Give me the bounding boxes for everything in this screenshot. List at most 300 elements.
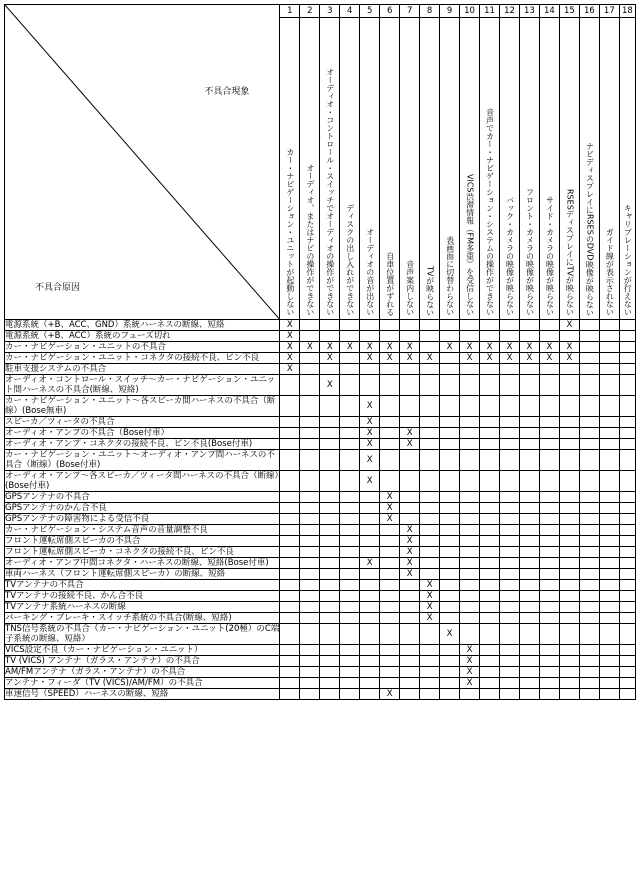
mark-cell [280,613,300,624]
mark-cell [400,602,420,613]
mark-cell [539,342,559,353]
mark-cell [400,580,420,591]
mark-cell [300,678,320,689]
mark-cell [599,428,619,439]
mark-cell [480,450,500,471]
mark-cell [280,569,300,580]
mark-cell [300,428,320,439]
symptom-number-row [5,5,636,18]
symptom-header [519,18,539,320]
mark-cell [340,678,360,689]
mark-cell [400,364,420,375]
mark-cell [619,450,635,471]
cause-row [5,342,636,353]
mark-x: X [286,320,293,330]
mark-cell [420,417,440,428]
mark-cell [420,375,440,396]
symptom-label: VICS渋滞情報（FM多重）を受信しない [465,174,475,316]
mark-cell [539,547,559,558]
mark-x: X [306,342,313,352]
mark-cell [559,417,579,428]
mark-cell [619,353,635,364]
mark-cell [619,514,635,525]
mark-cell [500,591,520,602]
mark-cell [619,320,635,331]
mark-cell [539,492,559,503]
mark-cell [500,645,520,656]
mark-cell [320,569,340,580]
mark-cell [500,417,520,428]
mark-x: X [546,353,553,363]
mark-cell [380,492,400,503]
mark-cell [300,547,320,558]
mark-cell [559,375,579,396]
cause-row [5,558,636,569]
mark-cell [360,547,380,558]
mark-cell [460,602,480,613]
mark-cell [320,624,340,645]
mark-cell [539,396,559,417]
mark-cell [280,342,300,353]
mark-cell [539,580,559,591]
mark-cell [420,678,440,689]
mark-cell [480,492,500,503]
symptom-label: キャリブレーションが行えない [623,204,633,316]
symptom-number: 15 [559,5,579,18]
mark-cell [380,689,400,700]
mark-cell [300,591,320,602]
mark-cell [500,613,520,624]
cause-row [5,656,636,667]
mark-cell [320,580,340,591]
mark-cell [400,525,420,536]
mark-cell [619,417,635,428]
cause-label: 車両ハーネス（フロント運転席側スピーカ）の断線、短絡 [5,569,280,580]
symptom-header [559,18,579,320]
corner-header [5,5,280,320]
mark-cell [539,656,559,667]
mark-cell [579,678,599,689]
mark-cell [380,439,400,450]
symptom-number: 17 [599,5,619,18]
symptom-number: 9 [440,5,460,18]
mark-cell [320,396,340,417]
cause-row [5,591,636,602]
mark-x: X [366,558,373,568]
mark-cell [519,624,539,645]
mark-cell [599,580,619,591]
mark-cell [300,536,320,547]
symptom-number: 16 [579,5,599,18]
mark-cell [340,656,360,667]
mark-cell [420,558,440,569]
mark-x: X [406,353,413,363]
mark-cell [480,514,500,525]
mark-cell [400,428,420,439]
mark-cell [480,320,500,331]
cause-label: 電源系統（+B、ACC）系統のフューズ切れ [5,331,280,342]
mark-cell [280,591,300,602]
mark-cell [539,471,559,492]
mark-cell [599,364,619,375]
mark-cell [579,353,599,364]
mark-x: X [466,342,473,352]
mark-cell [340,536,360,547]
mark-cell [619,396,635,417]
mark-cell [519,689,539,700]
mark-cell [579,602,599,613]
mark-cell [420,331,440,342]
mark-cell [420,353,440,364]
mark-cell [360,580,380,591]
mark-cell [400,439,420,450]
mark-cell [619,656,635,667]
mark-cell [340,503,360,514]
mark-cell [539,514,559,525]
mark-cell [300,342,320,353]
mark-cell [280,428,300,439]
mark-cell [300,492,320,503]
mark-cell [320,656,340,667]
cause-label: TVアンテナ系統ハーネスの断線 [5,602,280,613]
mark-cell [579,492,599,503]
cause-label: オーディオ・アンプ・コネクタの接続不良、ピン不良(Bose付車) [5,439,280,450]
mark-cell [400,417,420,428]
mark-cell [320,450,340,471]
mark-cell [420,320,440,331]
mark-cell [619,678,635,689]
mark-cell [360,591,380,602]
cause-label: カー・ナビゲーション・ユニット〜各スピーカ間ハーネスの不具合（断線）(Bose無車) [5,396,280,417]
mark-x: X [526,353,533,363]
mark-cell [440,396,460,417]
mark-x: X [286,331,293,341]
mark-cell [579,667,599,678]
mark-cell [519,375,539,396]
mark-cell [460,591,480,602]
mark-cell [480,471,500,492]
mark-cell [300,645,320,656]
mark-cell [340,613,360,624]
mark-cell [440,320,460,331]
mark-cell [320,613,340,624]
symptom-number: 11 [480,5,500,18]
mark-cell [599,320,619,331]
mark-cell [619,613,635,624]
mark-cell [400,624,420,645]
mark-cell [320,471,340,492]
cause-label: GPSアンテナのかん合不良 [5,503,280,514]
mark-x: X [426,580,433,590]
mark-cell [460,492,480,503]
mark-cell [360,624,380,645]
cause-label: TVアンテナの接続不良、かん合不良 [5,591,280,602]
mark-cell [360,428,380,439]
mark-x: X [366,455,373,465]
mark-cell [519,558,539,569]
mark-cell [619,569,635,580]
mark-x: X [366,439,373,449]
symptom-number: 12 [500,5,520,18]
mark-cell [280,624,300,645]
symptom-number: 18 [619,5,635,18]
cause-row [5,503,636,514]
mark-x: X [386,514,393,524]
mark-cell [340,450,360,471]
mark-cell [599,342,619,353]
mark-cell [539,525,559,536]
mark-cell [380,558,400,569]
mark-cell [599,591,619,602]
mark-cell [300,364,320,375]
mark-cell [519,602,539,613]
mark-cell [280,471,300,492]
mark-cell [599,536,619,547]
mark-cell [480,375,500,396]
mark-cell [380,471,400,492]
symptom-label: オーディオの音が出ない [365,228,375,316]
symptom-header [280,18,300,320]
mark-cell [280,396,300,417]
symptom-number: 1 [280,5,300,18]
mark-cell [579,396,599,417]
mark-cell [500,331,520,342]
mark-cell [480,525,500,536]
mark-cell [280,503,300,514]
mark-cell [500,471,520,492]
symptom-header [480,18,500,320]
cause-label: カー・ナビゲーション・ユニット・コネクタの接続不良、ピン不良 [5,353,280,364]
cause-label: カー・ナビゲーション・ユニット〜オーディオ・アンプ間ハーネスの不具合（断線）(Bose付車) [5,450,280,471]
mark-cell [579,450,599,471]
mark-cell [539,417,559,428]
cause-row [5,514,636,525]
mark-cell [539,689,559,700]
mark-cell [380,353,400,364]
mark-cell [340,396,360,417]
mark-cell [619,645,635,656]
mark-cell [519,320,539,331]
mark-cell [300,417,320,428]
mark-cell [559,689,579,700]
mark-x: X [466,645,473,655]
mark-cell [320,645,340,656]
mark-cell [460,678,480,689]
mark-cell [480,667,500,678]
mark-cell [340,331,360,342]
mark-cell [300,689,320,700]
mark-cell [440,492,460,503]
mark-cell [420,342,440,353]
mark-x: X [486,353,493,363]
mark-cell [420,439,440,450]
mark-cell [360,569,380,580]
mark-x: X [406,428,413,438]
mark-cell [340,353,360,364]
cause-row [5,320,636,331]
mark-cell [440,439,460,450]
mark-cell [519,364,539,375]
mark-cell [579,624,599,645]
mark-cell [340,375,360,396]
mark-cell [280,558,300,569]
symptom-number: 7 [400,5,420,18]
mark-cell [599,689,619,700]
mark-cell [579,536,599,547]
mark-cell [280,656,300,667]
mark-cell [360,450,380,471]
mark-cell [320,667,340,678]
mark-cell [519,678,539,689]
mark-cell [360,645,380,656]
cause-label: TNS信号系統の不具合（カー・ナビゲーション・ユニット(20極）のC端子系統の断線、短絡） [5,624,280,644]
mark-cell [619,492,635,503]
cause-row [5,689,636,700]
mark-cell [420,450,440,471]
mark-cell [559,678,579,689]
symptom-label: RSESディスプレイにTVが映らない [565,188,575,316]
mark-cell [619,602,635,613]
symptom-label: 音声でカー・ナビゲーション・システムの操作ができない [485,108,495,316]
mark-x: X [566,320,573,330]
mark-x: X [506,342,513,352]
mark-cell [280,645,300,656]
mark-cell [320,353,340,364]
mark-cell [579,331,599,342]
cause-row [5,428,636,439]
mark-cell [500,678,520,689]
mark-x: X [446,342,453,352]
mark-cell [340,591,360,602]
mark-cell [360,558,380,569]
mark-cell [619,525,635,536]
mark-cell [300,624,320,645]
mark-cell [420,536,440,547]
mark-cell [420,645,440,656]
mark-cell [579,569,599,580]
mark-cell [460,613,480,624]
mark-cell [360,353,380,364]
symptom-cause-matrix [4,4,636,700]
mark-cell [460,396,480,417]
mark-cell [619,624,635,645]
mark-cell [480,396,500,417]
mark-cell [519,503,539,514]
mark-cell [460,439,480,450]
mark-cell [619,331,635,342]
mark-cell [519,471,539,492]
cause-row [5,678,636,689]
mark-cell [579,320,599,331]
mark-cell [480,689,500,700]
mark-cell [559,439,579,450]
mark-cell [480,613,500,624]
mark-cell [360,514,380,525]
mark-cell [400,667,420,678]
mark-cell [500,396,520,417]
mark-cell [440,364,460,375]
mark-cell [340,428,360,439]
mark-x: X [326,342,333,352]
mark-cell [559,645,579,656]
mark-cell [320,417,340,428]
mark-cell [519,514,539,525]
mark-cell [380,602,400,613]
symptom-label: オーディオ・コントロール・スイッチでオーディオの操作ができない [325,68,335,316]
mark-cell [460,525,480,536]
symptom-label: ナビディスプレイにRSESのDVD映像が映らない [585,141,595,316]
mark-x: X [346,342,353,352]
mark-cell [599,503,619,514]
mark-cell [539,678,559,689]
mark-cell [559,656,579,667]
mark-cell [360,525,380,536]
mark-cell [519,580,539,591]
mark-cell [380,417,400,428]
symptom-axis-label: 不具合現象 [204,87,250,97]
mark-x: X [426,613,433,623]
mark-cell [579,525,599,536]
mark-cell [380,536,400,547]
mark-cell [480,602,500,613]
symptom-number: 8 [420,5,440,18]
mark-cell [280,536,300,547]
mark-cell [500,342,520,353]
symptom-header [539,18,559,320]
mark-cell [539,331,559,342]
mark-cell [599,396,619,417]
mark-cell [320,342,340,353]
mark-cell [300,439,320,450]
mark-x: X [426,353,433,363]
mark-cell [500,428,520,439]
mark-cell [440,569,460,580]
mark-cell [440,689,460,700]
mark-cell [539,439,559,450]
mark-cell [400,591,420,602]
mark-cell [579,547,599,558]
mark-x: X [366,417,373,427]
mark-cell [380,613,400,624]
cause-label: フロント運転席側スピーカの不具合 [5,536,280,547]
symptom-header [320,18,340,320]
mark-cell [500,514,520,525]
mark-cell [599,331,619,342]
cause-row [5,602,636,613]
mark-cell [320,591,340,602]
mark-cell [440,417,460,428]
mark-cell [559,514,579,525]
mark-cell [559,591,579,602]
mark-cell [440,591,460,602]
symptom-label: サイド・カメラの映像が映らない [545,196,555,316]
mark-cell [519,667,539,678]
cause-row [5,536,636,547]
cause-row [5,645,636,656]
mark-x: X [566,342,573,352]
cause-row [5,569,636,580]
cause-row [5,353,636,364]
mark-cell [360,439,380,450]
mark-x: X [406,342,413,352]
mark-cell [340,558,360,569]
mark-cell [440,536,460,547]
mark-cell [559,569,579,580]
mark-cell [579,656,599,667]
mark-cell [559,602,579,613]
mark-cell [340,492,360,503]
mark-cell [440,503,460,514]
